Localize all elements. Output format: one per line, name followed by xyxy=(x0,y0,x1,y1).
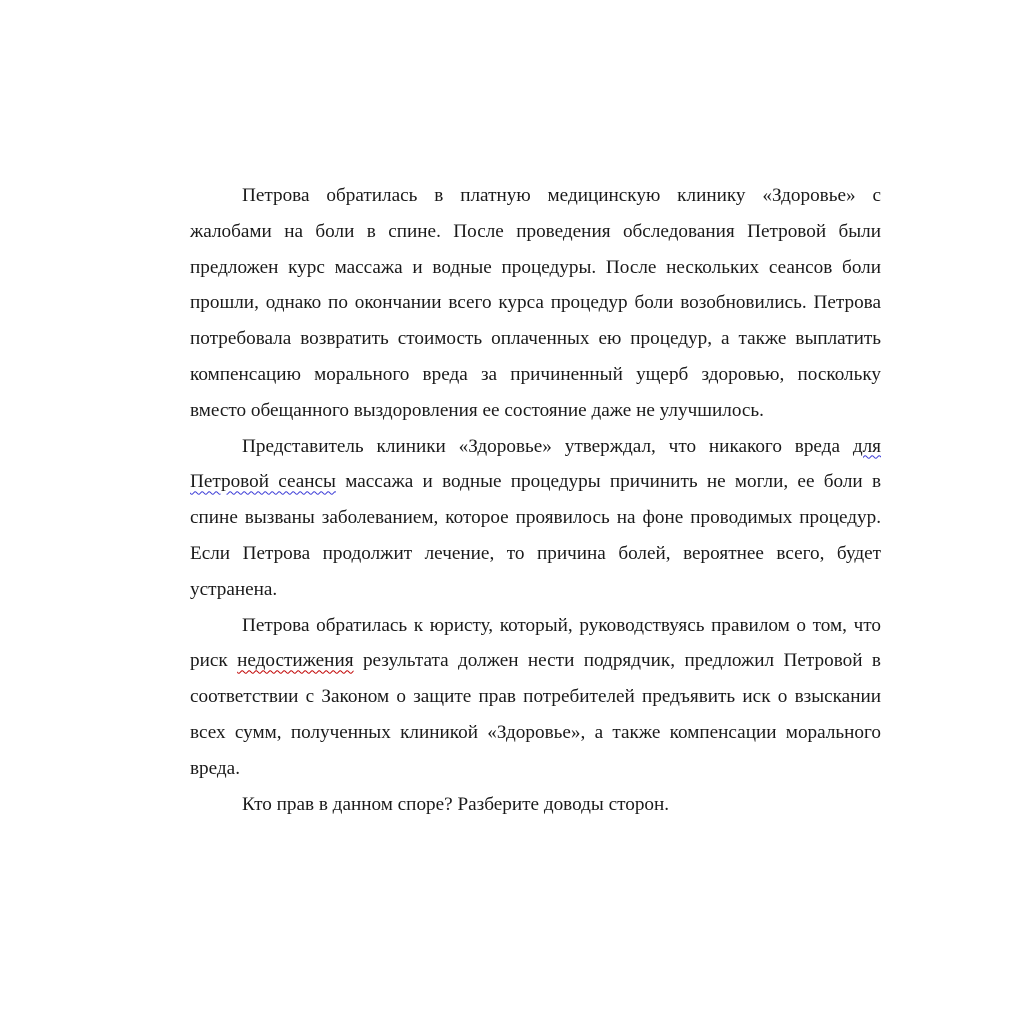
paragraph-text: Кто прав в данном споре? Разберите доводы сторон. xyxy=(242,793,670,815)
grammar-error-underline[interactable]: для Петровой сеансы xyxy=(190,435,881,493)
paragraph-text: результата должен нести подрядчик, предложил Петровой в соответствии с Законом о защите прав потребителей предъявить иск о взыскании всех сумм, полученных клиникой «Здоровье», а также компенсации морального вреда. xyxy=(190,650,881,779)
paragraph-clinic-response xyxy=(190,429,881,608)
document-body xyxy=(190,178,881,822)
paragraph-lawyer-advice xyxy=(190,608,881,787)
paragraph-text: массажа и водные процедуры причинить не могли, ее боли в спине вызваны заболеванием, которое проявилось на фоне проводимых процедур. Если Петрова продолжит лечение, то причина болей, вероятнее всего, будет устранена. xyxy=(190,471,881,600)
spelling-error-underline[interactable]: недостижения xyxy=(237,650,354,672)
paragraph-question xyxy=(190,787,881,823)
paragraph-text: Петрова обратилась в платную медицинскую клинику «Здоровье» с жалобами на боли в спине. После проведения обследования Петровой были предложен курс массажа и водные процедуры. После нескольких сеансов боли прошли, однако по окончании всего курса процедур боли возобновились. Петрова потребовала возвратить стоимость оплаченных ею процедур, а также выплатить компенсацию морального вреда за причиненный ущерб здоровью, поскольку вместо обещанного выздоровления ее состояние даже не улучшилось. xyxy=(190,185,881,421)
paragraph-complaint xyxy=(190,178,881,429)
paragraph-text: Петрова обратилась к юристу, который, руководствуясь правилом о том, что риск xyxy=(190,614,881,672)
paragraph-text: Представитель клиники «Здоровье» утверждал, что никакого вреда xyxy=(242,435,853,457)
